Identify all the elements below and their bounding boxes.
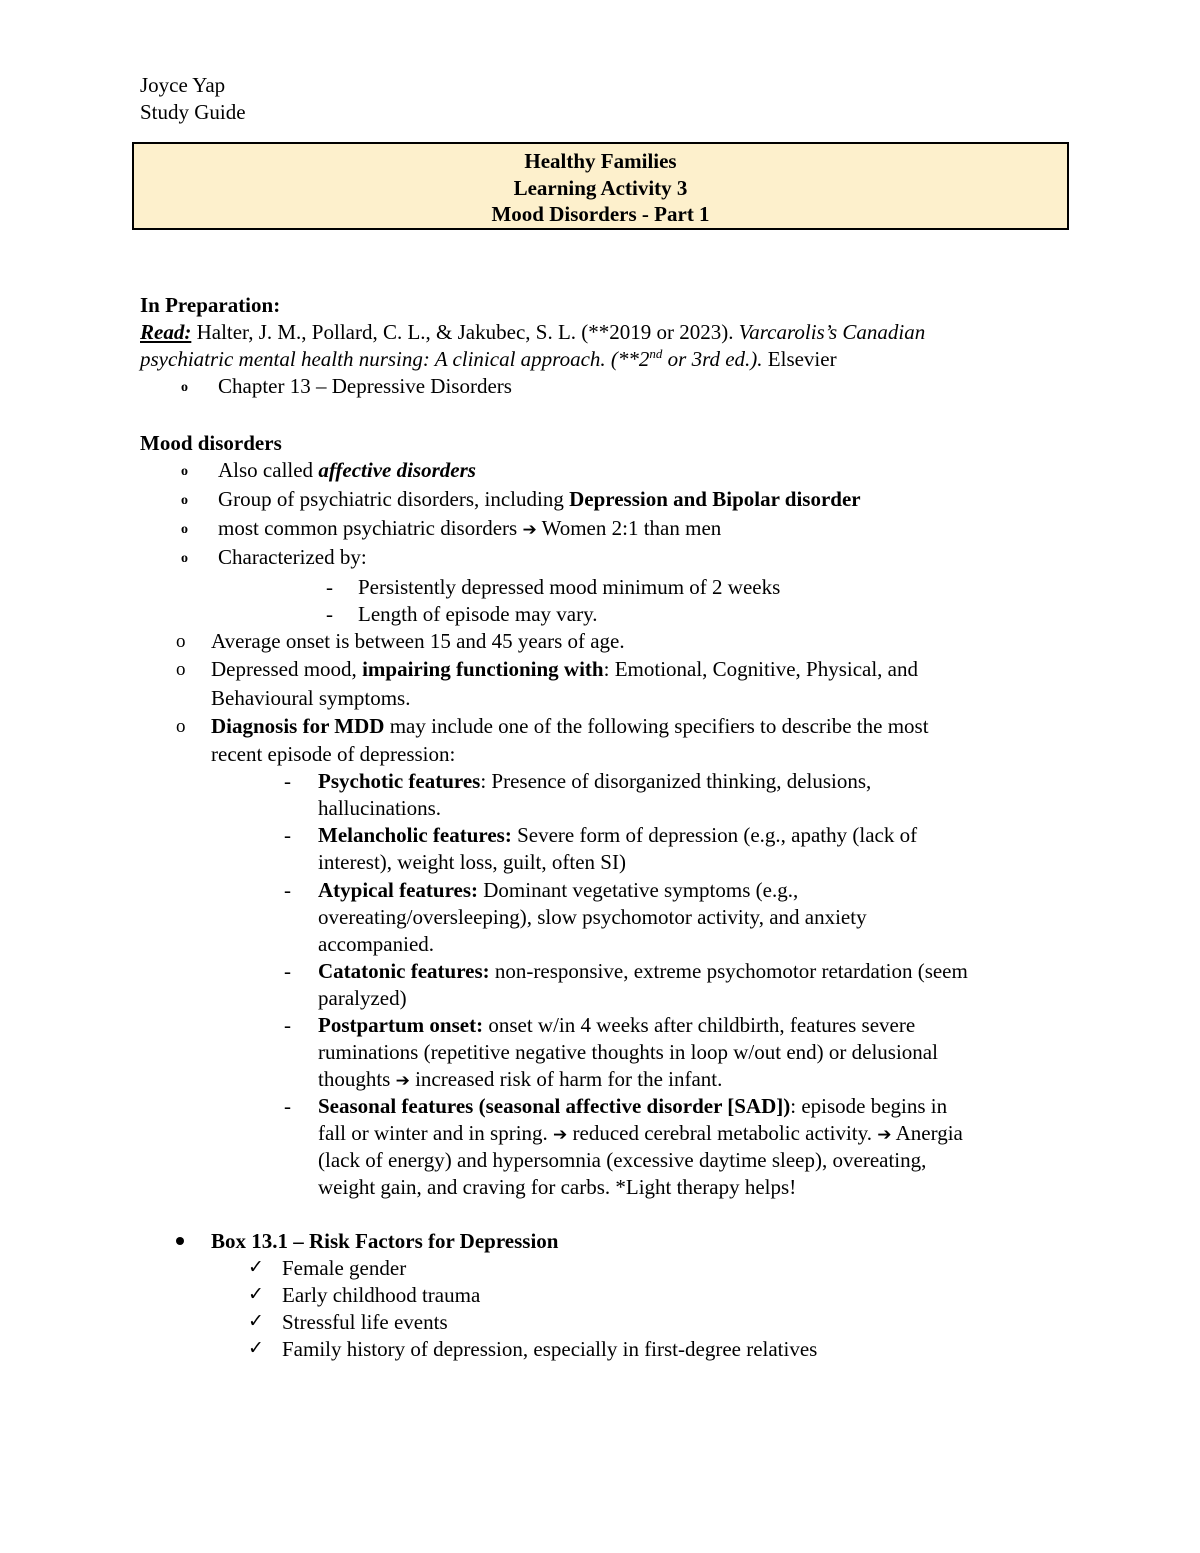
arrow-right-icon: ➔	[395, 1071, 410, 1091]
spec-postpartum-line-2: ruminations (repetitive negative thoughts in loop w/out end) or delusional	[318, 1040, 938, 1064]
mood-item-text: Women 2:1 than men	[536, 516, 722, 540]
checkmark-icon: ✓	[248, 1310, 264, 1332]
spec-text: Anergia	[891, 1121, 963, 1145]
citation-title-2: psychiatric mental health nursing: A clinical approach.	[140, 347, 606, 371]
citation-authors: Halter, J. M., Pollard, C. L., & Jakubec, S. L. (**2019 or 2023).	[191, 320, 739, 344]
depressed-mood-line-1	[211, 656, 918, 683]
spec-psychotic-line-1	[318, 768, 871, 795]
spec-text: Severe form of depression (e.g., apathy (lack of	[511, 823, 918, 847]
citation-edition-sup: nd	[649, 346, 663, 361]
impairing-functioning-term: impairing functioning with	[362, 657, 604, 681]
depression-bipolar-term: Depression and Bipolar disorder	[569, 487, 861, 511]
dash-bullet-icon: -	[284, 1094, 291, 1118]
citation-edition-end: or 3rd ed.).	[662, 347, 763, 371]
spec-catatonic-line-2: paralyzed)	[318, 986, 407, 1010]
spec-psychotic-line-2: hallucinations.	[318, 796, 442, 820]
risk-factor-item: Female gender	[282, 1256, 407, 1280]
spec-label: Seasonal features (seasonal affective disorder [SAD])	[318, 1094, 791, 1118]
course-title: Healthy Families	[524, 149, 677, 173]
citation-title-1: Varcarolis’s Canadian	[738, 320, 926, 344]
circle-bullet-icon: o	[181, 380, 188, 395]
diagnosis-line-1	[211, 713, 929, 740]
checkmark-icon: ✓	[248, 1337, 264, 1359]
mood-item-text: Group of psychiatric disorders, including	[218, 487, 570, 511]
title-box	[132, 142, 1069, 230]
circle-bullet-icon: o	[176, 716, 186, 737]
arrow-right-icon: ➔	[553, 1125, 568, 1145]
circle-bullet-icon: o	[176, 659, 186, 680]
spec-seasonal-line-2	[318, 1120, 963, 1149]
checkmark-icon: ✓	[248, 1283, 264, 1305]
circle-bullet-icon: o	[181, 522, 188, 537]
spec-text: : episode begins in	[790, 1094, 948, 1118]
spec-text: onset w/in 4 weeks after childbirth, features severe	[483, 1013, 916, 1037]
spec-seasonal-line-3: (lack of energy) and hypersomnia (excessive daytime sleep), overeating,	[318, 1148, 927, 1172]
arrow-right-icon: ➔	[522, 520, 537, 540]
spec-label: Postpartum onset:	[318, 1013, 484, 1037]
circle-bullet-icon: o	[176, 631, 186, 652]
spec-catatonic-line-1	[318, 958, 968, 985]
mood-item-text: : Emotional, Cognitive, Physical, and	[603, 657, 918, 681]
characterized-sub-1: Persistently depressed mood minimum of 2 weeks	[358, 575, 781, 599]
circle-bullet-icon: o	[181, 464, 188, 479]
mood-item-text: Also called	[218, 458, 319, 482]
spec-melancholic-line-1	[318, 822, 917, 849]
circle-bullet-icon: o	[181, 551, 188, 566]
mood-item-text: most common psychiatric disorders	[218, 516, 523, 540]
prep-heading: In Preparation:	[140, 293, 281, 317]
spec-text: fall or winter and in spring.	[318, 1121, 554, 1145]
dash-bullet-icon: -	[284, 1013, 291, 1037]
read-label: Read:	[140, 320, 192, 344]
circle-bullet-icon: o	[181, 493, 188, 508]
spec-text: increased risk of harm for the infant.	[409, 1067, 723, 1091]
risk-factor-item: Early childhood trauma	[282, 1283, 481, 1307]
characterized-sub-2: Length of episode may vary.	[358, 602, 598, 626]
document-type: Study Guide	[140, 100, 246, 124]
spec-text: Dominant vegetative symptoms (e.g.,	[478, 878, 799, 902]
mood-item-group	[218, 486, 861, 513]
mood-heading: Mood disorders	[140, 431, 282, 455]
citation-line-2	[140, 346, 837, 373]
depressed-mood-line-2: Behavioural symptoms.	[211, 686, 411, 710]
author-name: Joyce Yap	[140, 73, 226, 97]
dash-bullet-icon: -	[326, 602, 333, 626]
spec-label: Atypical features:	[318, 878, 478, 902]
risk-factor-item: Stressful life events	[282, 1310, 448, 1334]
activity-title: Learning Activity 3	[513, 176, 688, 200]
citation-line-1	[140, 319, 925, 346]
arrow-right-icon: ➔	[877, 1125, 892, 1145]
dash-bullet-icon: -	[284, 823, 291, 847]
mood-item-common	[218, 515, 721, 544]
spec-atypical-line-2: overeating/oversleeping), slow psychomotor activity, and anxiety	[318, 905, 867, 929]
dash-bullet-icon: -	[284, 959, 291, 983]
mood-item-text: may include one of the following specifiers to describe the most	[384, 714, 929, 738]
checkmark-icon: ✓	[248, 1256, 264, 1278]
spec-text: reduced cerebral metabolic activity.	[567, 1121, 878, 1145]
spec-postpartum-line-1	[318, 1012, 915, 1039]
diagnosis-mdd-term: Diagnosis for MDD	[211, 714, 385, 738]
spec-melancholic-line-2: interest), weight loss, guilt, often SI)	[318, 850, 626, 874]
citation-edition: (**2	[605, 347, 650, 371]
spec-seasonal-line-1	[318, 1093, 947, 1120]
mood-item-text: Depressed mood,	[211, 657, 363, 681]
spec-text: thoughts	[318, 1067, 396, 1091]
affective-disorders-term: affective disorders	[318, 458, 476, 482]
dash-bullet-icon: -	[284, 878, 291, 902]
spec-seasonal-line-4: weight gain, and craving for carbs. *Light therapy helps!	[318, 1175, 797, 1199]
bullet-dot-icon	[176, 1237, 184, 1245]
spec-text: non-responsive, extreme psychomotor retardation (seem	[489, 959, 968, 983]
onset-item: Average onset is between 15 and 45 years of age.	[211, 629, 625, 653]
spec-label: Psychotic features	[318, 769, 481, 793]
risk-factor-item: Family history of depression, especially in first-degree relatives	[282, 1337, 818, 1361]
spec-postpartum-line-3	[318, 1066, 722, 1095]
spec-text: : Presence of disorganized thinking, delusions,	[480, 769, 872, 793]
dash-bullet-icon: -	[284, 769, 291, 793]
box-13-1-heading: Box 13.1 – Risk Factors for Depression	[211, 1229, 559, 1253]
spec-label: Catatonic features:	[318, 959, 490, 983]
dash-bullet-icon: -	[326, 575, 333, 599]
topic-title: Mood Disorders - Part 1	[491, 202, 710, 226]
spec-atypical-line-3: accompanied.	[318, 932, 435, 956]
mood-item-affective	[218, 457, 476, 484]
spec-label: Melancholic features:	[318, 823, 512, 847]
chapter-item: Chapter 13 – Depressive Disorders	[218, 374, 512, 398]
mood-item-characterized: Characterized by:	[218, 545, 367, 569]
spec-atypical-line-1	[318, 877, 798, 904]
diagnosis-line-2: recent episode of depression:	[211, 742, 456, 766]
citation-publisher: Elsevier	[762, 347, 837, 371]
